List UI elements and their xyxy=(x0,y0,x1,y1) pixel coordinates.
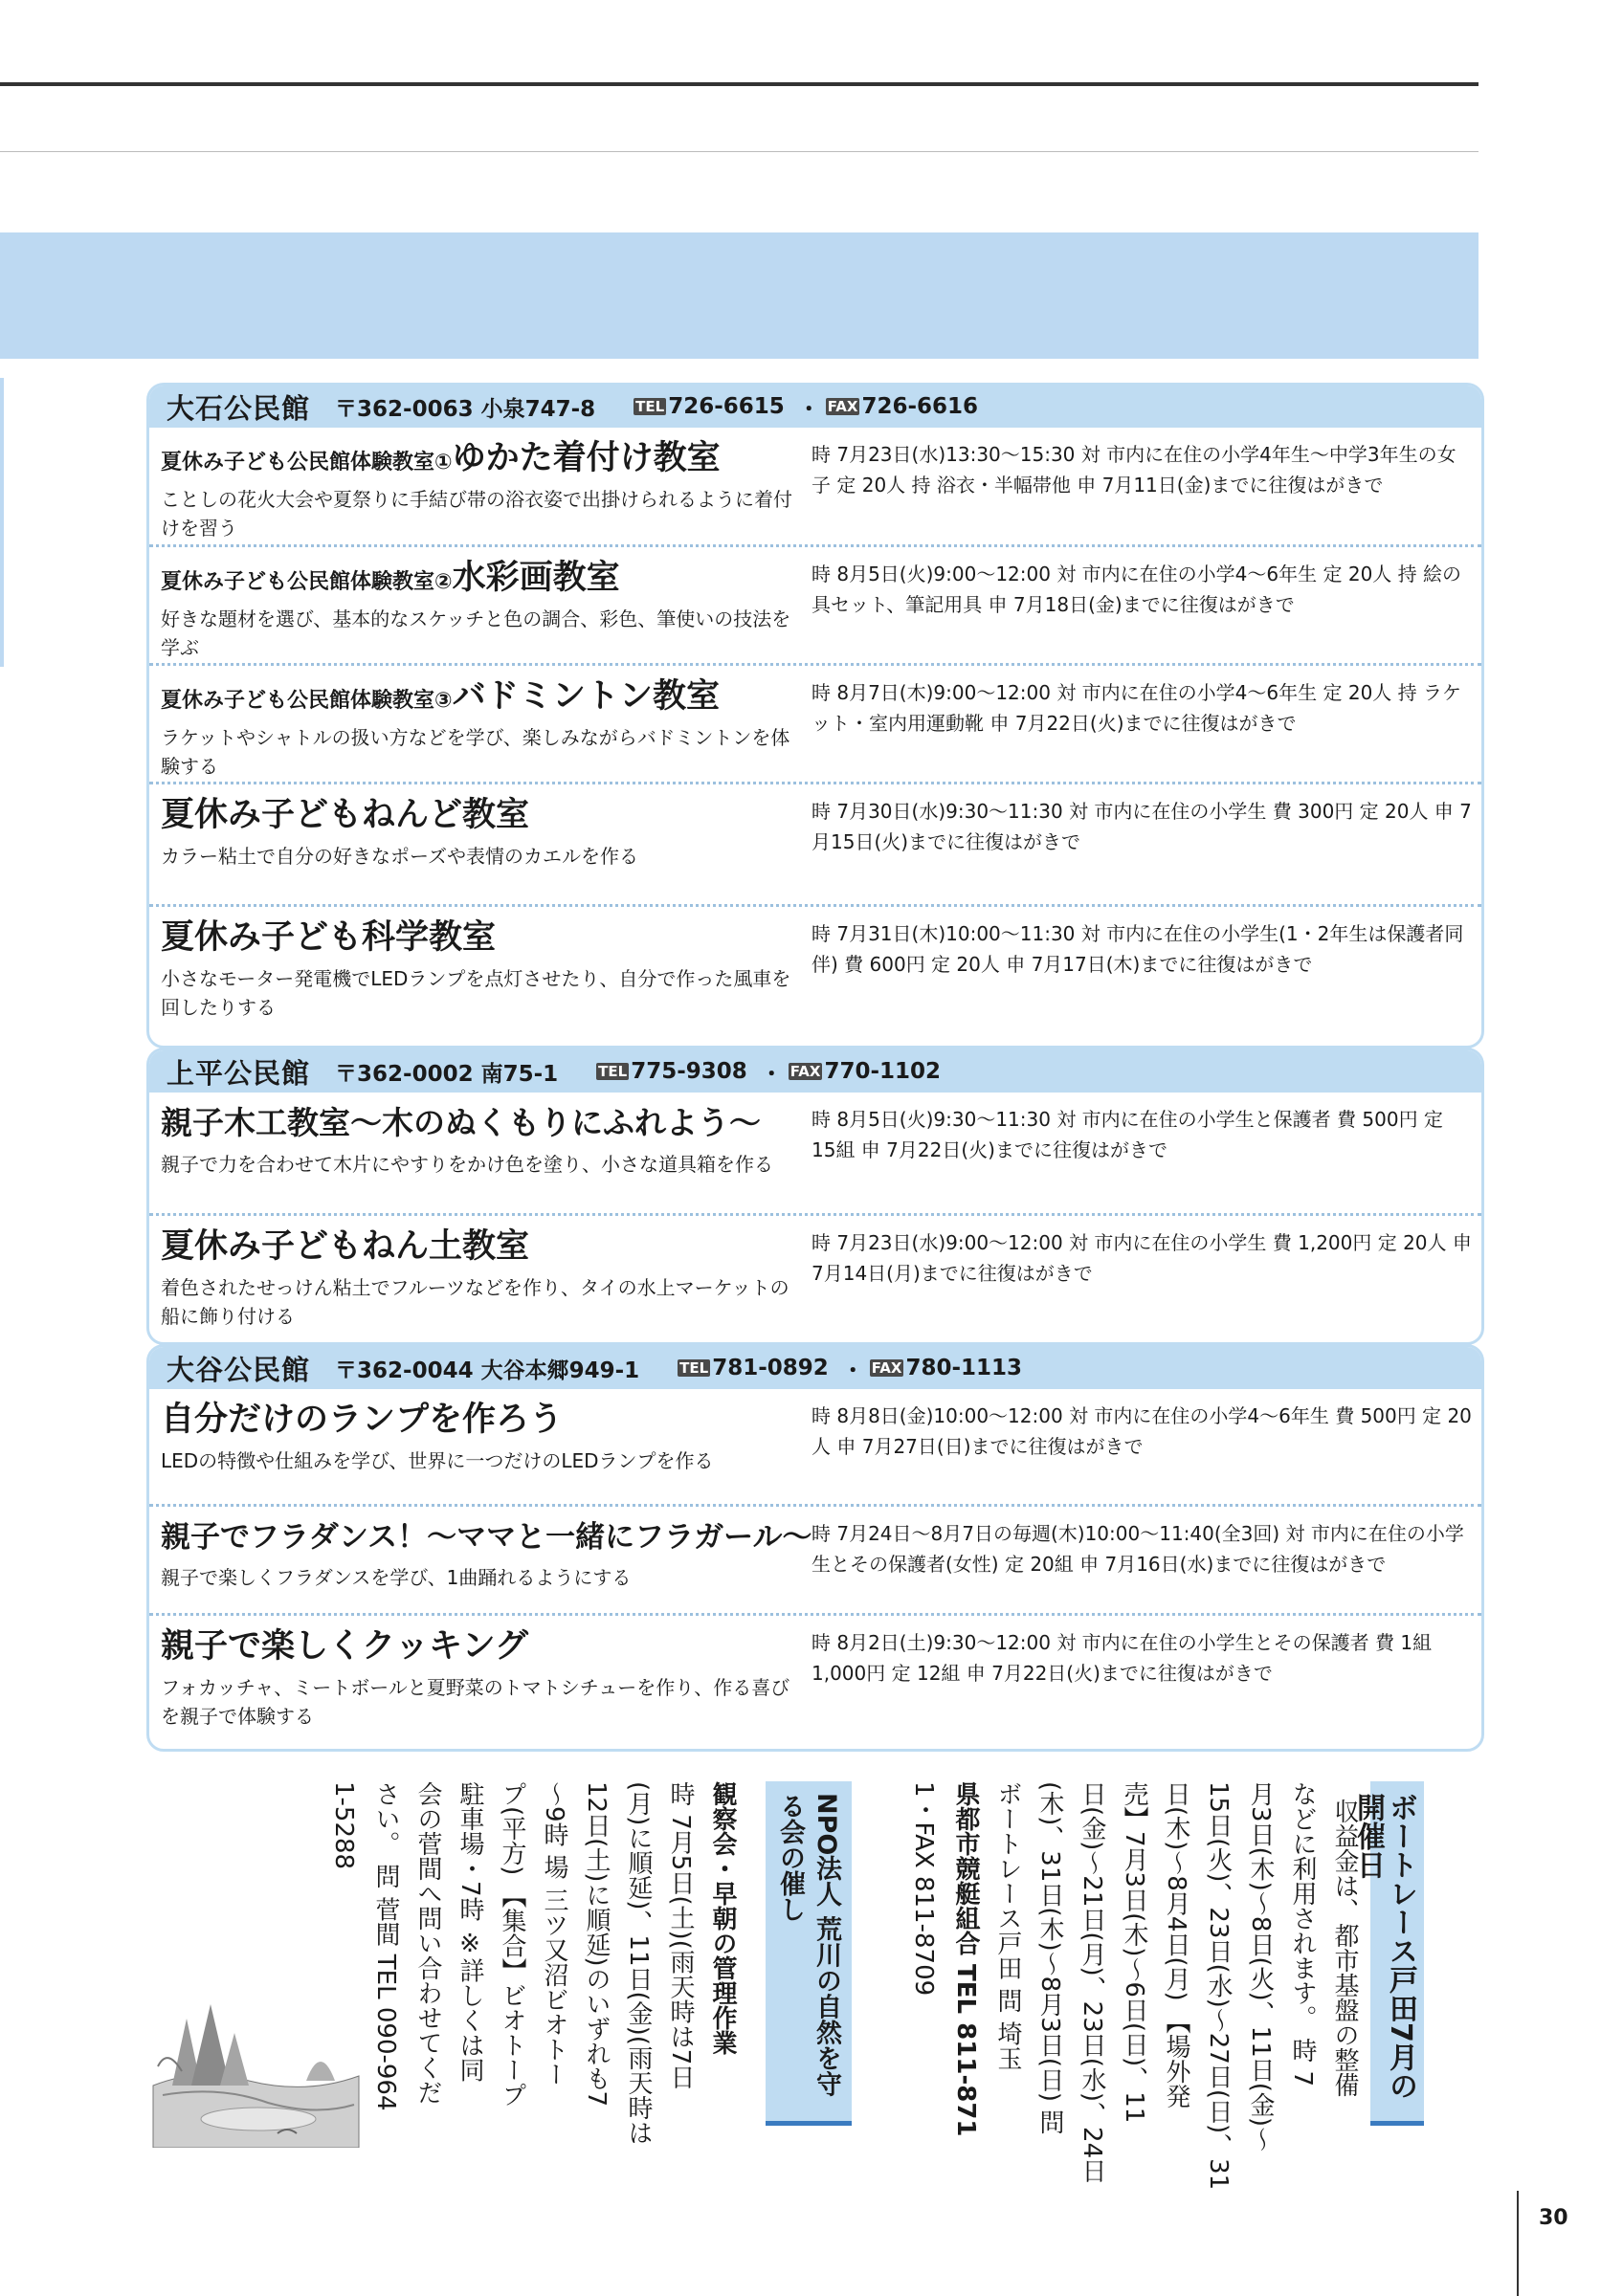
event-title-prefix: 夏休み子ども公民館体験教室① xyxy=(161,451,453,475)
event-title-prefix: 夏休み子ども公民館体験教室③ xyxy=(161,689,453,713)
separator: ・ xyxy=(797,396,820,422)
event-title-main: 水彩画教室 xyxy=(452,559,620,597)
page-number-rule xyxy=(1517,2191,1519,2296)
tel-icon: TEL xyxy=(598,1063,628,1080)
event-description: 着色されたせっけん粘土でフルーツなどを作り、タイの水上マーケットの船に飾り付ける xyxy=(161,1276,789,1328)
event-description: フォカッチャ、ミートボールと夏野菜のトマトシチューを作り、作る喜びを親子で体験する xyxy=(161,1676,790,1728)
section-header xyxy=(149,1050,1481,1093)
section-kamidaira xyxy=(146,1048,1484,1345)
event-description: ラケットやシャトルの扱い方などを学び、楽しみながらバドミントンを体験する xyxy=(161,726,790,778)
event-title xyxy=(161,1399,798,1446)
section-name: 大谷公民館 xyxy=(167,1353,311,1386)
left-margin-bar xyxy=(0,378,4,667)
event-title-main: 親子木工教室～木のぬくもりにふれよう～ xyxy=(161,1104,761,1141)
event-title-main: ゆかた着付け教室 xyxy=(452,439,721,477)
top-rule xyxy=(0,82,1478,86)
section-name: 大石公民館 xyxy=(167,391,311,425)
event-info: 時 7月30日(水)9:30～11:30 対 市内に在住の小学生 費 300円 定 20人 申 7月15日(火)までに往復はがきで xyxy=(812,800,1472,853)
event-title xyxy=(161,916,798,964)
header-band xyxy=(0,232,1478,359)
boatrace-text: などに利用されます。 時 7 xyxy=(1288,1781,1317,2087)
event-title xyxy=(161,1102,798,1150)
section-header xyxy=(149,1347,1481,1389)
event-row xyxy=(149,1613,1481,1737)
event-title-main: 自分だけのランプを作ろう xyxy=(161,1401,564,1439)
boatrace-text: 収益金は、都市基盤の整備 xyxy=(1330,1799,1359,2097)
npo-text: 1-5288 xyxy=(329,1781,358,1870)
section-fax: 770-1102 xyxy=(824,1059,942,1084)
fax-icon: FAX xyxy=(789,1063,821,1080)
event-row xyxy=(149,1389,1481,1504)
section-address: 〒362-0002 南75-1 xyxy=(335,1061,559,1087)
section-name: 上平公民館 xyxy=(167,1056,311,1090)
event-row xyxy=(149,904,1481,1038)
boatrace-text: ボートレース戸田 問 埼玉 xyxy=(993,1781,1022,2071)
event-info: 時 8月2日(土)9:30～12:00 対 市内に在住の小学生とその保護者 費 1組1,000円 定 12組 申 7月22日(火)までに往復はがきで xyxy=(812,1631,1433,1685)
event-title-main: バドミントン教室 xyxy=(452,677,720,716)
boatrace-text: 1・FAX 811-8709 xyxy=(909,1781,938,1997)
boatrace-text: 売】7月3日(木)～6日(日)、11 xyxy=(1120,1781,1148,2124)
npo-text: 観察会・早朝の管理作業 xyxy=(708,1781,737,2055)
section-tel: 726-6615 xyxy=(668,394,785,419)
event-title-main: 夏休み子どもねんど教室 xyxy=(161,796,530,834)
event-row xyxy=(149,1213,1481,1337)
event-title xyxy=(161,675,798,723)
event-title xyxy=(161,1625,798,1673)
event-info: 時 8月5日(火)9:30～11:30 対 市内に在住の小学生と保護者 費 500円 定 15組 申 7月22日(火)までに往復はがきで xyxy=(812,1108,1443,1161)
npo-text: ～9時 場 三ツ又沼ビオトー xyxy=(540,1781,568,2087)
event-title xyxy=(161,794,798,842)
event-info: 時 7月23日(水)9:00～12:00 対 市内に在住の小学生 費 1,200円 定 20人 申 7月14日(月)までに往復はがきで xyxy=(812,1231,1472,1285)
event-row xyxy=(149,428,1481,544)
event-row xyxy=(149,1504,1481,1613)
npo-text: プ(平方) 【集合】ビオトープ xyxy=(498,1781,526,2108)
boatrace-heading: ボートレース戸田7月の開催日 xyxy=(1370,1781,1424,2126)
event-info: 時 7月24日～8月7日の毎週(木)10:00～11:40(全3回) 対 市内に在住の小学生とその保護者(女性) 定 20組 申 7月16日(水)までに往復はがきで xyxy=(812,1522,1464,1576)
event-info: 時 7月23日(水)13:30～15:30 対 市内に在住の小学4年生～中学3年生の女子 定 20人 持 浴衣・半幅帯他 申 7月11日(金)までに往復はがきで xyxy=(812,443,1456,497)
event-row xyxy=(149,782,1481,904)
tel-icon: TEL xyxy=(679,1359,709,1377)
event-row xyxy=(149,663,1481,782)
page-number: 30 xyxy=(1539,2206,1568,2230)
npo-text: (月)に順延)、11日(金)(雨天時は xyxy=(624,1781,653,2145)
event-info: 時 8月5日(火)9:00～12:00 対 市内に在住の小学4～6年生 定 20人 持 絵の具セット、筆記用具 申 7月18日(金)までに往復はがきで xyxy=(812,563,1462,616)
event-info: 時 8月7日(木)9:00～12:00 対 市内に在住の小学4～6年生 定 20人 持 ラケット・室内用運動靴 申 7月22日(火)までに往復はがきで xyxy=(812,681,1462,735)
event-description: 親子で楽しくフラダンスを学び、1曲踊れるようにする xyxy=(161,1566,632,1589)
npo-text: 時 7月5日(土)(雨天時は7日 xyxy=(666,1781,695,2090)
fax-icon: FAX xyxy=(871,1359,902,1377)
event-title xyxy=(161,437,798,485)
event-row xyxy=(149,544,1481,663)
event-description: 親子で力を合わせて木片にやすりをかけ色を塗り、小さな道具箱を作る xyxy=(161,1153,773,1176)
section-tel: 781-0892 xyxy=(712,1356,829,1380)
boatrace-text: 日(金)～21日(月)、23日(水)、24日 xyxy=(1078,1781,1106,2184)
event-title-main: 親子で楽しくクッキング xyxy=(161,1627,528,1666)
event-title xyxy=(161,1516,812,1563)
separator: ・ xyxy=(841,1358,864,1383)
separator: ・ xyxy=(760,1061,783,1087)
event-title xyxy=(161,557,798,605)
event-title-prefix: 夏休み子ども公民館体験教室② xyxy=(161,570,453,594)
npo-text: 会の菅間へ問い合わせてくだ xyxy=(413,1781,442,2105)
event-title-main: 親子でフラダンス！～ママと一緒にフラガール～ xyxy=(161,1520,812,1555)
section-otani xyxy=(146,1344,1484,1752)
npo-text: 12日(土)に順延)のいずれも7 xyxy=(582,1781,611,2108)
event-row xyxy=(149,1093,1481,1213)
boatrace-text: (木)、31日(木)～8月3日(日) 問 xyxy=(1035,1781,1064,2135)
section-address: 〒362-0044 大谷本郷949-1 xyxy=(335,1358,640,1383)
boatrace-text: 県都市競艇組合 TEL 811-871 xyxy=(951,1781,980,2137)
event-description: 小さなモーター発電機でLEDランプを点灯させたり、自分で作った風車を回したりする xyxy=(161,967,791,1019)
header-rule xyxy=(0,151,1478,152)
fax-icon: FAX xyxy=(827,398,858,415)
section-header xyxy=(149,386,1481,428)
event-description: LEDの特徴や仕組みを学び、世界に一つだけのLEDランプを作る xyxy=(161,1449,714,1472)
tel-icon: TEL xyxy=(635,398,665,415)
section-fax: 726-6616 xyxy=(861,394,979,419)
boatrace-text: 日(木)～8月4日(月) 【場外発 xyxy=(1162,1781,1190,2108)
landscape-illustration xyxy=(144,1952,364,2148)
boatrace-text: 月3日(木)～8日(火)、11日(金)～ xyxy=(1246,1781,1275,2152)
event-title-main: 夏休み子ども科学教室 xyxy=(161,918,497,957)
event-description: カラー粘土で自分の好きなポーズや表情のカエルを作る xyxy=(161,845,638,868)
section-fax: 780-1113 xyxy=(905,1356,1023,1380)
section-tel: 775-9308 xyxy=(631,1059,747,1084)
section-oishi xyxy=(146,383,1484,1049)
event-title xyxy=(161,1225,798,1273)
event-info: 時 7月31日(木)10:00～11:30 対 市内に在住の小学生(1・2年生は保護者同伴) 費 600円 定 20人 申 7月17日(木)までに往復はがきで xyxy=(812,922,1464,976)
event-title-main: 夏休み子どもねん土教室 xyxy=(161,1227,530,1266)
npo-text: 駐車場・7時 ※詳しくは同 xyxy=(456,1781,484,2083)
npo-text: さい。 問 菅間 TEL 090-964 xyxy=(371,1781,400,2111)
event-info: 時 8月8日(金)10:00～12:00 対 市内に在住の小学4～6年生 費 500円 定 20人 申 7月27日(日)までに往復はがきで xyxy=(812,1404,1472,1458)
boatrace-text: 15日(火)、23日(水)～27日(日)、31 xyxy=(1204,1781,1233,2191)
event-description: 好きな題材を選び、基本的なスケッチと色の調合、彩色、筆使いの技法を学ぶ xyxy=(161,607,791,659)
npo-heading: NPO法人 荒川の自然を守る会の催し xyxy=(766,1781,852,2126)
event-description: ことしの花火大会や夏祭りに手結び帯の浴衣姿で出掛けられるように着付けを習う xyxy=(161,488,792,540)
section-address: 〒362-0063 小泉747-8 xyxy=(335,396,596,422)
